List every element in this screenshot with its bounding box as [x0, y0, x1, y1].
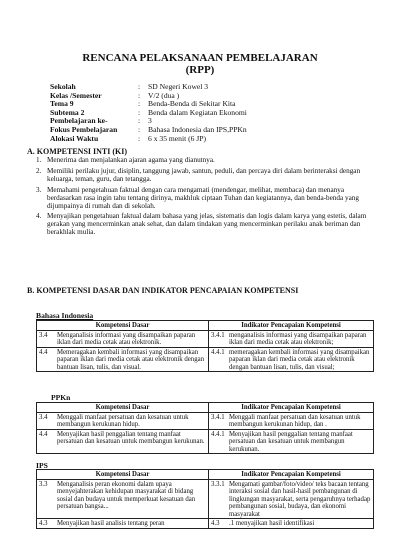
table-header-row	[37, 470, 374, 480]
info-value: SD Negeri Kowel 3	[148, 82, 209, 91]
col-header-kd: Kompetensi Dasar	[37, 321, 209, 331]
kd-code: 4.3	[39, 519, 48, 527]
ki-text: Menyajikan pengetahuan faktual dalam bahasa yang jelas, sistematis dan logis dalam karya yang estetis, dalam gerakan yang mencerminkan anak sehat, dan dalam tindakan yang mencerminkan perilaku anak beriman dan berakhlak mulia.	[47, 212, 367, 237]
kd-cell	[37, 413, 209, 430]
info-label: Tema 9	[50, 99, 74, 109]
info-colon: :	[138, 107, 141, 117]
indicator-cell	[209, 413, 374, 430]
kd-text: Menganalisis informasi yang disampaikan paparan iklan dari media cetak atau elektronik.	[57, 331, 196, 347]
ki-text: Memahami pengetahuan faktual dengan cara mengamati (mendengar, melihat, membaca) dan menanya berdasarkan rasa ingin tahu tentang dirinya, makhluk ciptaan Tuhan dan kegiatannya, dan benda-benda yang dijumpainya di rumah dan di sekolah.	[47, 185, 359, 210]
indicator-text: Menyajikan hasil penggalian tentang manfaat persatuan dan kesatuan untuk membangun kerukunan.	[229, 430, 353, 453]
ki-item	[36, 168, 374, 184]
info-label: Sekolah	[50, 82, 76, 91]
indicator-text: Menggali manfaat persatuan dan kesatuan untuk membangun kerukunan hidup, dan .	[229, 413, 361, 429]
ki-number: 1.	[36, 156, 42, 164]
info-colon: :	[138, 99, 141, 109]
table-row	[37, 413, 374, 430]
info-value: 3	[148, 116, 152, 126]
indicator-code: 3.4.1	[211, 331, 225, 339]
indicator-code: 4.3	[211, 519, 220, 527]
info-label: Pembelajaran ke-	[50, 116, 108, 126]
kd-cell	[37, 331, 209, 348]
col-header-indicator: Indikator Pencapaian Kompetensi	[209, 470, 374, 480]
info-value: Benda dalam Kegiatan Ekonomi	[148, 107, 247, 117]
indicator-cell	[209, 348, 374, 372]
indicator-cell	[209, 430, 374, 454]
col-header-indicator: Indikator Pencapaian Kompetensi	[209, 321, 374, 331]
indicator-text: memeragakan kembali informasi yang disampaikan paparan iklan dari media cetak atau elektronik dengan bantuan lisan, tulis, dan visual;	[229, 348, 370, 371]
indicator-cell	[209, 480, 374, 519]
table-header-row	[37, 321, 374, 331]
indicator-cell	[209, 331, 374, 348]
info-colon: :	[138, 116, 141, 126]
ki-text: Memiliki perilaku jujur, disiplin, tanggung jawab, santun, peduli, dan percaya diri dalam berinteraksi dengan keluarga, teman, guru, dan tetangga.	[47, 166, 361, 183]
table-row	[37, 519, 374, 528]
ki-text: Menerima dan menjalankan ajaran agama yang dianutnya.	[47, 156, 215, 164]
subject-heading-ips: IPS	[36, 461, 48, 470]
kd-table-bahasa-indonesia	[36, 320, 374, 372]
col-header-indicator: Indikator Pencapaian Kompetensi	[209, 403, 374, 413]
kd-text: Menyajikan hasil penggalian tentang manfaat persatuan dan kesatuan untuk membangun kerukunan.	[57, 430, 205, 446]
indicator-text: menganalisis informasi yang disampaikan paparan iklan dari media cetak atau elektronik;	[229, 331, 367, 347]
col-header-kd: Kompetensi Dasar	[37, 403, 209, 413]
kd-table-ips	[36, 469, 374, 529]
info-colon: :	[138, 133, 141, 143]
ki-number: 4.	[36, 212, 42, 221]
kd-text: Menganalisis peran ekonomi dalam upaya menyejahterakan kehidupan masyarakat di bidang sosial dan budaya untuk memperkuat kesatuan dan persatuan bangsa...	[57, 480, 196, 511]
indicator-code: 3.3.1	[211, 480, 225, 488]
info-label: Alokasi Waktu	[50, 133, 99, 143]
kd-cell	[37, 430, 209, 454]
info-colon: :	[138, 90, 141, 100]
table-row	[37, 430, 374, 454]
ki-number: 3.	[36, 185, 42, 194]
info-value: Benda-Benda di Sekitar Kita	[148, 99, 236, 109]
subject-heading-ppkn: PPKn	[51, 393, 71, 402]
kd-table-ppkn	[36, 402, 374, 454]
document-title: RENCANA PELAKSANAAN PEMBELAJARAN	[82, 52, 318, 64]
table-row	[37, 480, 374, 519]
info-row	[50, 135, 247, 144]
subject-heading-bahasa-indonesia: Bahasa Indonesia	[36, 311, 94, 320]
ki-item	[36, 157, 374, 165]
table-row	[37, 348, 374, 372]
info-value: Bahasa Indonesia dan IPS,PPKn	[148, 124, 247, 134]
ki-number: 2.	[36, 166, 42, 175]
kd-code: 3.4	[39, 413, 48, 421]
section-a-heading: A. KOMPETENSI INTI (KI)	[27, 147, 128, 156]
info-colon: :	[138, 124, 141, 134]
info-label: Subtema 2	[50, 107, 85, 117]
indicator-cell	[209, 519, 374, 528]
indicator-code: 4.4.1	[211, 430, 225, 438]
kd-cell	[37, 480, 209, 519]
kd-text: Menyajikan hasil analisis tentang peran	[57, 519, 165, 527]
ki-list	[36, 157, 374, 240]
info-colon: :	[138, 82, 141, 91]
kd-cell	[37, 519, 209, 528]
indicator-code: 4.4.1	[211, 348, 225, 356]
info-value: V/2 (dua )	[148, 90, 180, 100]
indicator-code: 3.4.1	[211, 413, 225, 421]
kd-code: 4.4	[39, 348, 48, 356]
info-value: 6 x 35 menit (6 JP)	[148, 133, 207, 143]
kd-code: 4.4	[39, 430, 48, 438]
kd-cell	[37, 348, 209, 372]
kd-code: 3.3	[39, 480, 48, 488]
section-b-heading: B. KOMPETENSI DASAR DAN INDIKATOR PENCAPAIAN KOMPETENSI	[27, 286, 299, 295]
kd-code: 3.4	[39, 331, 48, 339]
table-row	[37, 331, 374, 348]
info-label: Kelas /Semester	[50, 90, 102, 100]
kd-text: Menggali manfaat persatuan dan kesatuan untuk membangun kerukunan hidup.	[57, 413, 189, 429]
table-header-row	[37, 403, 374, 413]
col-header-kd: Kompetensi Dasar	[37, 470, 209, 480]
document-subtitle: (RPP)	[185, 64, 215, 76]
indicator-text: .1 menyajikan hasil identifikasi	[229, 519, 315, 527]
identity-block	[50, 83, 247, 143]
ki-item	[36, 213, 374, 237]
indicator-text: Mengamati gambar/foto/video/ teks bacaan tentang interaksi sosial dan hasil-hasil pembangunan di lingkungan masyarakat, serta pengaruhnya terhadap pembangunan sosial, budaya, dan ekonomi masyarakat	[229, 480, 371, 518]
kd-text: Memeragakan kembali informasi yang disampaikan paparan iklan dari media cetak atau elektronik dengan bantuan lisan, tulis, dan visual.	[57, 348, 205, 371]
info-label: Fokus Pembelajaran	[50, 124, 118, 134]
ki-item	[36, 187, 374, 211]
